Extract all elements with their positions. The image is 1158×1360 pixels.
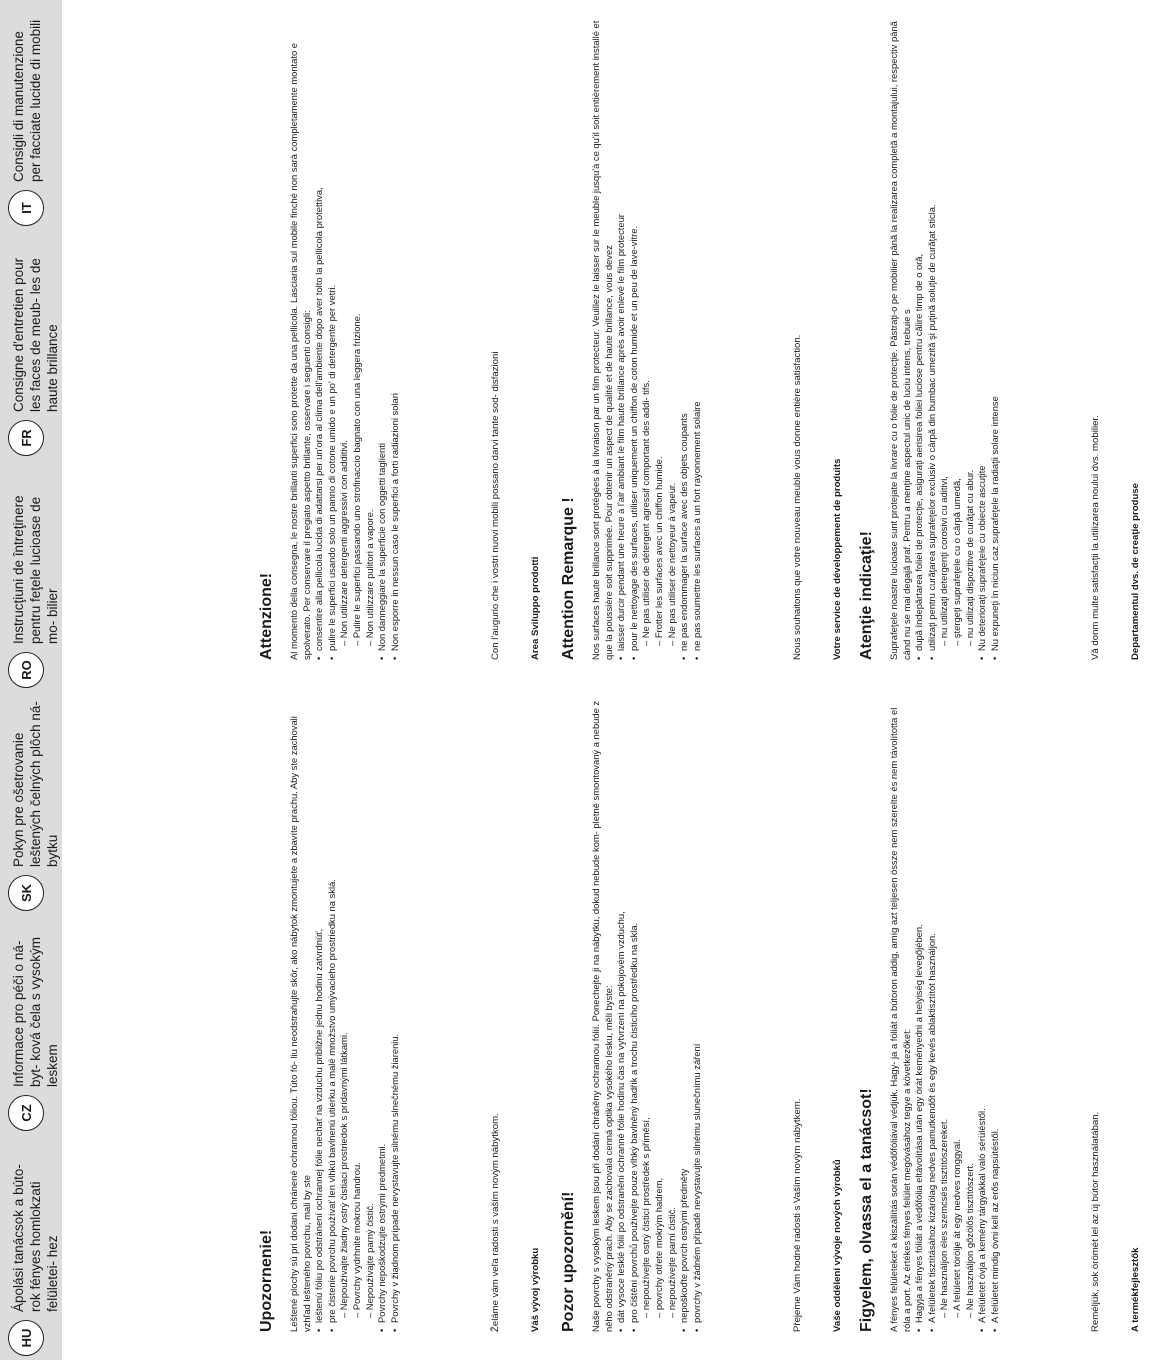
intro-paragraph: Al momento della consegna, le nostre brillanti superfici sono protette da una pellicola. Lasciaria sul mobile finché non sarà completamente montato e spolverato. Per conservare il pregiato aspetto brillante, osservare i seguenti consigli:	[288, 42, 312, 660]
care-item: • povrchy v žádném případě nevystavujte silnému slunečnímu záření	[691, 692, 704, 1332]
care-instructions-list	[313, 692, 401, 1332]
care-instructions-list	[913, 20, 1001, 660]
care-sub-item: – Frotter les surfaces avec un chiffon humide.	[652, 456, 664, 646]
closing-text: Vă donm multe satisfacţii la utilizarea noului dvs. mobilier.	[1090, 415, 1101, 660]
index-title-it: Consigli di manutenzione per facciate lucide di mobili	[11, 19, 43, 182]
care-item: • ne pas endommager la surface avec des objets coupants	[678, 20, 691, 660]
care-item: • Nu expuneţi în niciun caz suprafeţele la radiaţii solare intense	[989, 20, 1002, 660]
care-instructions-list	[615, 692, 703, 1332]
language-badge-hu: HU	[8, 1320, 44, 1356]
department-signature: A termékfejlesztők	[1130, 1247, 1141, 1332]
care-item: • Non esporre in nessun caso le superfici a forti radiazioni solari	[389, 20, 402, 660]
department-signature: Váš vývoj výrobku	[530, 1247, 541, 1332]
closing-text: Přejeme Vám hodně radosti s Vaším novým nábytkem.	[792, 1098, 803, 1332]
panel-heading: Attention Remarque !	[560, 497, 577, 660]
care-item: • A felületet mindig óvni kell az erős napsütéstől.	[989, 692, 1002, 1332]
care-item: • Non danneggiare la superficie con oggetti taglienti	[376, 20, 389, 660]
care-sub-item: – povrchy otřete mokrým hadrem,	[652, 1177, 664, 1318]
panel-body	[888, 20, 1001, 660]
panel-cz	[560, 692, 860, 1332]
care-item: • dát vysoce lesklé fólii po odstranění ochranné fólie hodinu čas na vytvrzení na pokojovém vzduchu,	[615, 692, 628, 1332]
care-sub-item: – Ne használjon gőzölős tisztítószert.	[963, 1163, 975, 1318]
intro-paragraph: Nos surfaces haute brillance sont protégées à la livraison par un film protecteur. Veuillez le laisser sur le meuble jusqu'à ce qu'il soit entièrement installé et que la poussière soit supprimée. Pour obtenir un aspect de qualité et de haute brillance, vous devez	[590, 20, 614, 660]
panel-sk	[258, 692, 558, 1332]
care-item: • după îndepărtarea foliei de protecţie, asiguraţi aerisirea foliei luciose pentru călire timp de o oră,	[913, 20, 926, 660]
index-title-ro: Instrucţiuni de întreţinere pentru feţele lucioase de mo- bilier	[11, 495, 60, 644]
panel-heading: Figyelem, olvassa el a tanácsot!	[858, 1088, 875, 1332]
language-badge-it: IT	[8, 190, 44, 226]
care-sub-item: – ştergeţi suprafeţele cu o cârpă umedă,	[950, 478, 962, 646]
care-sub-item: – Pulire le superfici passando uno strofinaccio bagnato con una leggera frizione.	[350, 313, 362, 646]
care-sub-item: – nepoužívejte ostrý čisticí prostředek s příměsí,	[640, 1117, 652, 1318]
care-sub-item: – A felületet törölje át egy nedves ronggyal.	[950, 1139, 962, 1318]
intro-paragraph: A fényes felületeket a kiszállítás során védőfóliával védjük. Hagy- ja a fóliát a bútoron addig, amíg azt teljesen össze nem szerelte és nem távolította el róla a port. Az értékes fényes felület megóvásához tegye a következőket:	[888, 707, 912, 1332]
care-item: • consentire alla pellicola lucida di adattarsi per un'ora al clima dell'ambiente dopo aver tolto la pellicola protettiva,	[313, 20, 326, 660]
panel-body	[888, 692, 1001, 1332]
closing-text: Reméljük, sok örömét lel az új bútor használatában.	[1090, 1111, 1101, 1332]
care-instructions-list	[313, 20, 401, 660]
care-item: • laisser durcir pendant une heure à l'air ambiant le film haute brillance après avoir enlevé le film protecteur	[615, 20, 628, 660]
care-sub-item: – nu utilizaţi detergenţi corosivi cu aditivi,	[938, 476, 950, 646]
panel-heading: Pozor upozornění!	[560, 1191, 577, 1332]
language-badge-cz: CZ	[8, 1095, 44, 1131]
panel-body	[590, 20, 703, 660]
care-item: • pro čištění povrchů používejte pouze vlhký bavlněný hadřík a trochu čisticího prostředku na skla.	[628, 692, 641, 1332]
care-item: • A felületet óvja a kemény tárgyakkal való sérüléstől.	[976, 692, 989, 1332]
department-signature: Departamentul dvs. de creaţie produse	[1130, 482, 1141, 660]
department-signature: Votre service de développement de produits	[832, 458, 843, 660]
care-sub-item: – Ne használjon éles szemcsés tisztítószereket.	[938, 1118, 950, 1318]
panel-hu	[858, 692, 1158, 1332]
care-item: • utilizaţi pentru curăţarea suprafeţelor exclusiv o cârpă din bumbac umezită şi puţină soluţie de curăţat sticla.	[926, 20, 939, 660]
care-sub-item: – nu utilizaţi dispozitive de curăţat cu abur.	[963, 469, 975, 646]
care-item: • Nu deterioraţi suprafeţele cu obiecte ascuţite	[976, 20, 989, 660]
care-sub-item: – Nepoužívajte parný čistič.	[363, 1203, 375, 1318]
care-item: • ne pas soumettre les surfaces à un fort rayonnement solaire	[691, 20, 704, 660]
panel-it	[258, 20, 558, 660]
care-sub-item: – nepoužívejte parní čistič.	[665, 1207, 677, 1318]
department-signature: Area Sviluppo prodotti	[530, 556, 541, 660]
care-sub-item: – Non utilizzare detergenti aggressivi con additivi.	[338, 440, 350, 646]
care-sub-item: – Ne pas utiliser de nettoyeur à vapeur.	[665, 482, 677, 646]
intro-paragraph: Leštené plochy sú pri dodaní chránené ochrannou fóliou. Túto fó- liu neodstraňujte skôr, ako nábytok zmontujete a zbavíte prachu. Aby ste zachovali vzhľad lešteného povrchu, mali by ste	[288, 716, 312, 1332]
care-sub-item: – Povrchy vydrhnite mokrou handrou.	[350, 1162, 362, 1318]
panel-body	[288, 20, 401, 660]
care-item: • Povrchy v žiadnom prípade nevystavujte silnému slnečnému žiareniu.	[389, 692, 402, 1332]
closing-text: Želáme vám veľa radosti s vaším novým nábytkom.	[490, 1113, 501, 1332]
care-item: • Hagyja a fényes fóliát a védőfólia eltávolítása után egy órát keményedni a helyiség levegőjében.	[913, 692, 926, 1332]
index-title-cz: Informace pro péči o ná- byt- ková čela s vysokým leskem	[11, 936, 60, 1087]
index-title-fr: Consigne d'entretien pour les faces de meub- les de haute brillance	[11, 257, 60, 412]
panel-heading: Attenzione!	[258, 572, 275, 660]
care-instructions-list	[615, 20, 703, 660]
panel-heading: Atenţie indicaţie!	[858, 531, 875, 660]
panel-fr	[560, 20, 860, 660]
care-item: • A felületek tisztításához kizárólag nedves pamutkendőt és egy kevés ablaktisztítót használjon.	[926, 692, 939, 1332]
care-item: • nepoškoďte povrch ostrými předměty	[678, 692, 691, 1332]
care-sub-item: – Non utilizzare pulitori a vapore.	[363, 509, 375, 646]
care-item: • Povrchy nepoškodzujte ostrými predmetmi.	[376, 692, 389, 1332]
closing-text: Con l'augurio che i vostri nuovi mobili possano darvi tante sod- disfazioni	[490, 351, 501, 660]
index-title-sk: Pokyn pre ošetrovanie leštených čelných plôch ná- bytku	[11, 701, 60, 867]
care-sub-item: – Nepoužívajte žiadny ostrý čistiaci prostriedok s prídavnými látkami.	[338, 1032, 350, 1318]
language-badge-fr: FR	[8, 420, 44, 456]
intro-paragraph: Suprafeţele noastre lucioase sunt protejate la livrare cu o folie de protecţie. Păstraţi-o pe mobilier până la realizarea completă a montajului, respectiv până când nu se mai degajă praf. Pentru a menţine aspectul unic de luciu intens, trebuie s	[888, 21, 912, 660]
care-item: • pour le nettoyage des surfaces, utiliser uniquement un chiffon de coton humide et un peu de lave-vitre.	[628, 20, 641, 660]
index-title-hu: Ápolási tanácsok a búto- rok fényes homlokzati felületei- hez	[11, 1164, 60, 1312]
panel-ro	[858, 20, 1158, 660]
closing-text: Nous souhaitons que votre nouveau meuble vous donne entière satisfaction.	[792, 334, 803, 660]
intro-paragraph: Naše povrchy s vysokým leskem jsou při dodání chráněny ochrannou fólií. Ponechejte ji na nábytku, dokud nebude kom- pletně smontovaný a nebude z něho odstraněný prach. Aby se zachovala cenná optika vysokého lesku, měli byste:	[590, 700, 614, 1332]
panel-heading: Upozornenie!	[258, 1229, 275, 1332]
language-badge-sk: SK	[8, 875, 44, 911]
panel-body	[590, 692, 703, 1332]
department-signature: Vaše oddělení vývoje nových výrobků	[832, 1159, 843, 1332]
care-instructions-list	[913, 692, 1001, 1332]
care-sub-item: – Ne pas utiliser de détergent agressif comportant des addi- tifs.	[640, 380, 652, 646]
language-badge-ro: RO	[8, 652, 44, 688]
care-item: • leštenú fóliu po odstránení ochrannej fólie nechať na vzduchu približne jednu hodinu zatvrdnúť,	[313, 692, 326, 1332]
care-item: • pre čistenie povrchu používať len vlhkú bavlnenú utierku a malé množstvo umývacieho prostriedku na sklá.	[326, 692, 339, 1332]
panel-body	[288, 692, 401, 1332]
care-item: • pulire le superfici usando solo un panno di cotone umido e un po' di detergente per vetri.	[326, 20, 339, 660]
